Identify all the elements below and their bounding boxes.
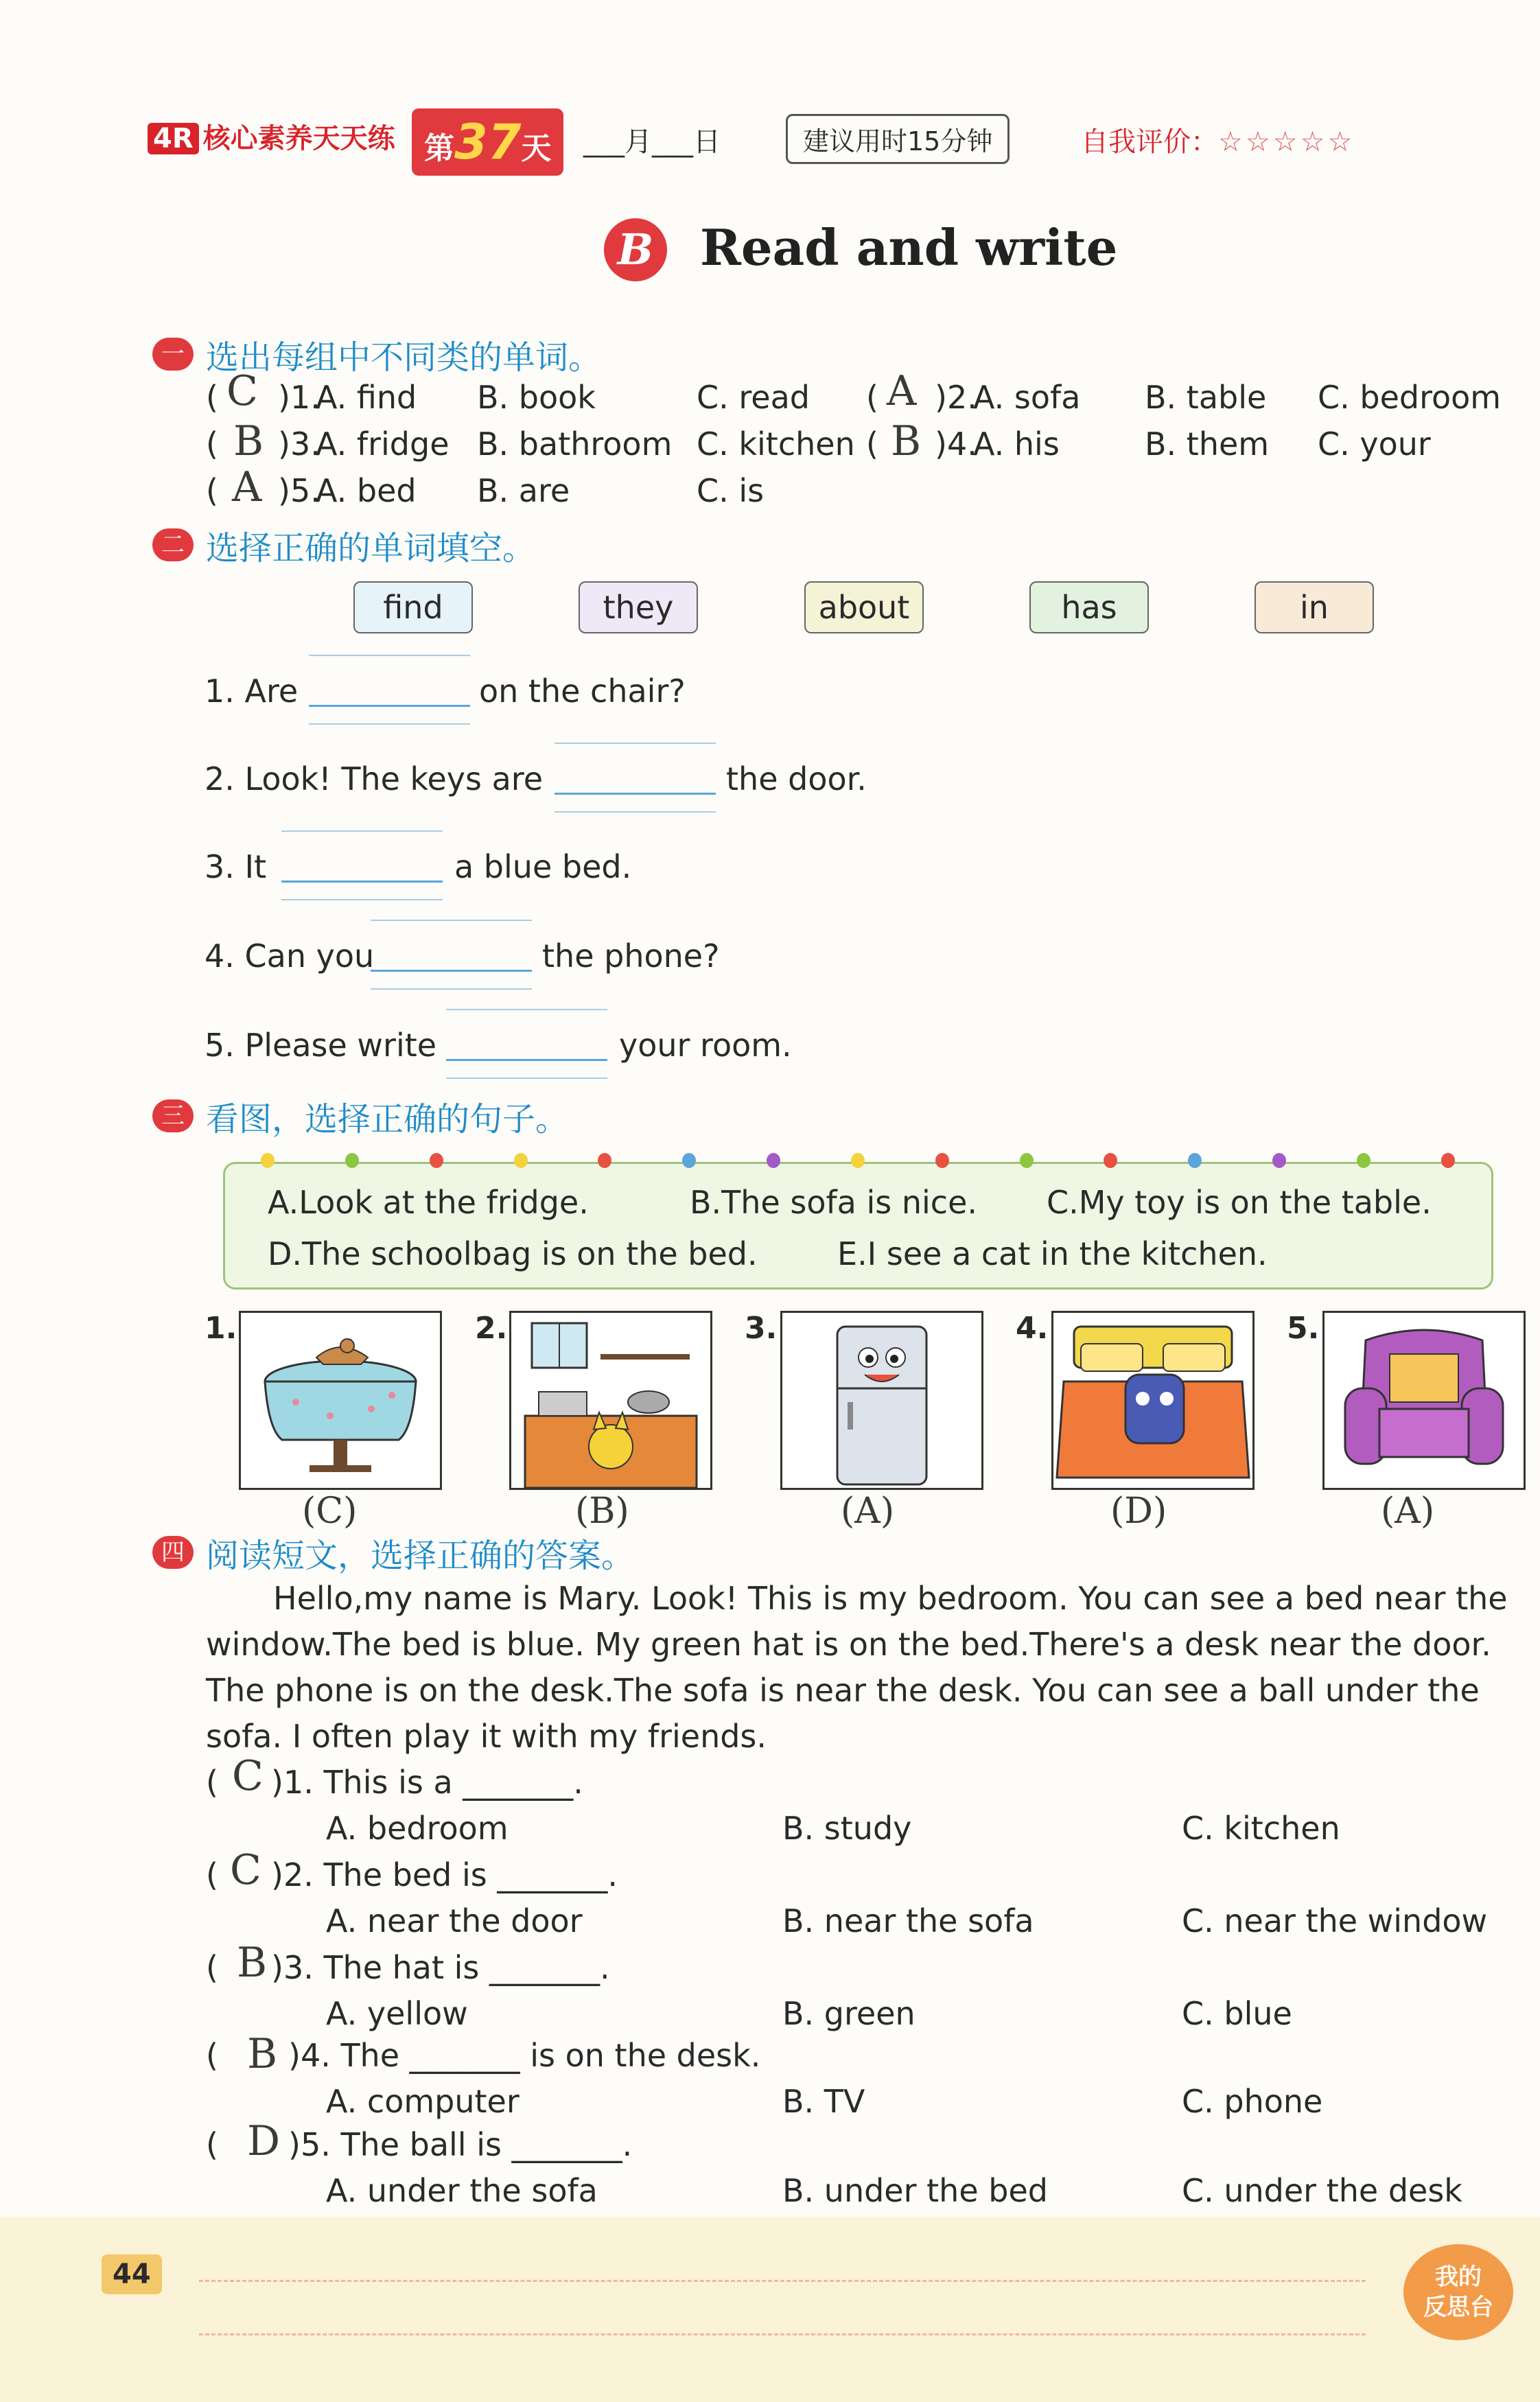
s1-answer-5: A bbox=[232, 463, 262, 511]
q-opt-a: A. under the sofa bbox=[326, 2172, 598, 2209]
pic-answer: (A) bbox=[1381, 1491, 1435, 1532]
self-eval-label: 自我评价： bbox=[1081, 126, 1218, 158]
q-opt-c: C. under the desk bbox=[1182, 2172, 1462, 2209]
s1-answer-2: A bbox=[887, 367, 917, 415]
paren: ( bbox=[206, 2126, 218, 2163]
s1-num-3: )3. bbox=[278, 425, 320, 463]
s1-opt-b: B. them bbox=[1145, 425, 1270, 463]
section4-number: 四 bbox=[152, 1536, 194, 1569]
s2-sentence-post: the phone? bbox=[542, 937, 720, 975]
fill-blank[interactable] bbox=[555, 790, 716, 795]
blank-guide bbox=[281, 896, 443, 900]
word-chip: they bbox=[579, 581, 698, 633]
s3-option: B.The sofa is nice. bbox=[690, 1184, 977, 1221]
s2-sentence-pre: 3. It bbox=[205, 848, 267, 885]
section1-title: 选出每组中不同类的单词。 bbox=[206, 338, 602, 377]
brand bbox=[148, 117, 395, 156]
paren: ( bbox=[206, 2037, 218, 2074]
footer bbox=[0, 2217, 1540, 2402]
pin-icon bbox=[935, 1153, 949, 1168]
s1-opt-b: B. book bbox=[477, 379, 596, 416]
q-opt-c: C. blue bbox=[1182, 1995, 1292, 2032]
q-text-5: )5. The ball is _______. bbox=[288, 2126, 633, 2163]
s1-opt-a: A. sofa bbox=[973, 379, 1081, 416]
section3-title: 看图，选择正确的句子。 bbox=[206, 1100, 569, 1139]
table-picture bbox=[239, 1311, 442, 1490]
q-opt-b: B. TV bbox=[782, 2083, 865, 2120]
reflection-line bbox=[199, 2280, 1366, 2282]
blank-guide bbox=[309, 721, 470, 725]
section2-number: 二 bbox=[152, 528, 194, 561]
passage-line: Hello,my name is Mary. Look! This is my bedroom. You can see a bed near the bbox=[273, 1580, 1508, 1617]
s1-opt-c: C. read bbox=[697, 379, 810, 416]
reading-passage bbox=[206, 1576, 1524, 1760]
pin-icon bbox=[1272, 1153, 1286, 1168]
pic-answer: (C) bbox=[302, 1491, 358, 1532]
section4-title: 阅读短文，选择正确的答案。 bbox=[206, 1537, 635, 1575]
blank-guide bbox=[555, 740, 716, 744]
day-suffix: 天 bbox=[521, 131, 552, 166]
paren: ( bbox=[206, 1949, 218, 1986]
pin-icon bbox=[514, 1153, 528, 1168]
word-chip: find bbox=[353, 581, 473, 633]
pic-answer: (B) bbox=[575, 1491, 629, 1532]
pic-num: 1. bbox=[205, 1311, 237, 1346]
s1-opt-c: C. your bbox=[1318, 425, 1431, 463]
brand-text: 核心素养天天练 bbox=[202, 123, 395, 154]
q-answer-3: B bbox=[237, 1939, 268, 1987]
q-text-2: )2. The bed is _______. bbox=[271, 1856, 618, 1893]
s1-opt-c: C. bedroom bbox=[1318, 379, 1502, 416]
s1-num-1: )1. bbox=[278, 379, 320, 416]
section2-title: 选择正确的单词填空。 bbox=[206, 529, 536, 568]
q-opt-a: A. near the door bbox=[326, 1902, 583, 1939]
fill-blank[interactable] bbox=[371, 967, 532, 972]
page-title: Read and write bbox=[700, 218, 1118, 277]
fill-blank[interactable] bbox=[309, 702, 470, 707]
paren: ( bbox=[206, 1764, 218, 1801]
reflection-badge bbox=[1403, 2244, 1513, 2340]
q-opt-c: C. near the window bbox=[1182, 1902, 1488, 1939]
s1-answer-4: B bbox=[891, 417, 922, 465]
s1-answer-1: C bbox=[226, 367, 258, 415]
date-field: ___月___日 bbox=[583, 126, 721, 158]
paren: ( bbox=[206, 379, 218, 416]
s1-num-5: )5. bbox=[278, 472, 320, 509]
pin-icon bbox=[682, 1153, 696, 1168]
s1-answer-3: B bbox=[233, 417, 264, 465]
s1-item-1 bbox=[206, 379, 218, 416]
kitchen-picture bbox=[509, 1311, 712, 1490]
s1-opt-b: B. are bbox=[477, 472, 570, 509]
s1-opt-a: A. bed bbox=[316, 472, 417, 509]
s2-sentence-pre: 1. Are bbox=[205, 673, 299, 710]
word-chip: about bbox=[804, 581, 924, 633]
q-opt-a: A. bedroom bbox=[326, 1810, 509, 1847]
pic-num: 2. bbox=[475, 1311, 508, 1346]
word-chip: in bbox=[1255, 581, 1374, 633]
q-opt-b: B. under the bed bbox=[782, 2172, 1048, 2209]
paren: ( bbox=[206, 1856, 218, 1893]
q-text-4: )4. The _______ is on the desk. bbox=[288, 2037, 761, 2074]
word-chip: has bbox=[1029, 581, 1149, 633]
blank-guide bbox=[446, 1006, 607, 1010]
q-opt-b: B. near the sofa bbox=[782, 1902, 1034, 1939]
fill-blank[interactable] bbox=[446, 1056, 607, 1061]
paren: ( bbox=[866, 425, 878, 463]
pin-icon bbox=[1104, 1153, 1117, 1168]
pin-icon bbox=[261, 1153, 275, 1168]
day-prefix: 第 bbox=[424, 131, 454, 166]
s3-option: C.My toy is on the table. bbox=[1047, 1184, 1432, 1221]
day-badge bbox=[412, 108, 563, 176]
pin-icon bbox=[767, 1153, 780, 1168]
q-answer-4: B bbox=[247, 2030, 278, 2078]
s2-sentence-post: a blue bed. bbox=[454, 848, 632, 885]
blank-guide bbox=[446, 1075, 607, 1079]
pin-icon bbox=[851, 1153, 865, 1168]
s2-sentence-post: the door. bbox=[726, 760, 867, 797]
pin-icon bbox=[598, 1153, 611, 1168]
star-rating-icon: ☆☆☆☆☆ bbox=[1218, 126, 1355, 158]
reflection-line bbox=[199, 2333, 1366, 2335]
q-answer-5: D bbox=[247, 2117, 281, 2165]
s1-opt-c: C. kitchen bbox=[697, 425, 855, 463]
s1-opt-b: B. bathroom bbox=[477, 425, 673, 463]
blank-guide bbox=[309, 652, 470, 656]
pin-icon bbox=[345, 1153, 359, 1168]
blank-guide bbox=[281, 828, 443, 832]
s1-opt-c: C. is bbox=[697, 472, 765, 509]
pic-answer: (A) bbox=[841, 1491, 895, 1532]
s1-num-2: )2. bbox=[935, 379, 977, 416]
q-opt-b: B. green bbox=[782, 1995, 915, 2032]
q-opt-c: C. phone bbox=[1182, 2083, 1323, 2120]
s2-sentence-pre: 4. Can you bbox=[205, 937, 375, 975]
s1-opt-a: A. find bbox=[316, 379, 417, 416]
s3-option: E.I see a cat in the kitchen. bbox=[837, 1235, 1268, 1272]
self-evaluation bbox=[1081, 120, 1355, 159]
passage-line: sofa. I often play it with my friends. bbox=[206, 1718, 767, 1755]
q-opt-c: C. kitchen bbox=[1182, 1810, 1340, 1847]
bed-picture bbox=[1051, 1311, 1255, 1490]
q-answer-1: C bbox=[232, 1752, 264, 1800]
pin-icon bbox=[1188, 1153, 1202, 1168]
fill-blank[interactable] bbox=[281, 878, 443, 883]
q-opt-b: B. study bbox=[782, 1810, 912, 1847]
passage-line: window.The bed is blue. My green hat is on the bed.There's a desk near the door. bbox=[206, 1626, 1491, 1663]
fridge-picture bbox=[780, 1311, 983, 1490]
s1-opt-a: A. his bbox=[973, 425, 1060, 463]
pic-num: 5. bbox=[1287, 1311, 1320, 1346]
s1-num-4: )4. bbox=[935, 425, 977, 463]
title-badge: B bbox=[604, 218, 667, 281]
pic-num: 4. bbox=[1016, 1311, 1049, 1346]
paren: ( bbox=[206, 472, 218, 509]
q-text-3: )3. The hat is _______. bbox=[271, 1949, 610, 1986]
section3-number: 三 bbox=[152, 1099, 194, 1132]
q-opt-a: A. computer bbox=[326, 2083, 520, 2120]
s1-opt-a: A. fridge bbox=[316, 425, 450, 463]
s2-sentence-pre: 2. Look! The keys are bbox=[205, 760, 543, 797]
suggest-time: 建议用时15分钟 bbox=[786, 114, 1010, 164]
section1-number: 一 bbox=[152, 338, 194, 371]
s3-option: D.The schoolbag is on the bed. bbox=[268, 1235, 758, 1272]
passage-line: The phone is on the desk.The sofa is near the desk. You can see a ball under the bbox=[206, 1672, 1480, 1709]
blank-guide bbox=[371, 986, 532, 990]
blank-guide bbox=[555, 808, 716, 813]
brand-badge: 4R bbox=[148, 123, 199, 154]
sofa-picture bbox=[1322, 1311, 1526, 1490]
pic-answer: (D) bbox=[1110, 1491, 1167, 1532]
s3-option: A.Look at the fridge. bbox=[268, 1184, 589, 1221]
pic-num: 3. bbox=[745, 1311, 778, 1346]
q-answer-2: C bbox=[230, 1846, 261, 1894]
mirror-line: 反思台 bbox=[1423, 2294, 1493, 2321]
s2-sentence-pre: 5. Please write bbox=[205, 1027, 437, 1064]
pin-icon bbox=[1020, 1153, 1034, 1168]
pin-row bbox=[261, 1153, 1455, 1171]
day-number: 37 bbox=[454, 114, 522, 170]
s2-sentence-post: on the chair? bbox=[479, 673, 686, 710]
s2-sentence-post: your room. bbox=[619, 1027, 792, 1064]
mirror-line: 我的 bbox=[1435, 2263, 1482, 2291]
paren: ( bbox=[206, 425, 218, 463]
paren: ( bbox=[866, 379, 878, 416]
pin-icon bbox=[430, 1153, 443, 1168]
page-number: 44 bbox=[102, 2254, 162, 2294]
pin-icon bbox=[1441, 1153, 1455, 1168]
q-opt-a: A. yellow bbox=[326, 1995, 468, 2032]
pin-icon bbox=[1357, 1153, 1370, 1168]
blank-guide bbox=[371, 917, 532, 921]
s1-opt-b: B. table bbox=[1145, 379, 1267, 416]
q-text-1: )1. This is a _______. bbox=[271, 1764, 583, 1801]
